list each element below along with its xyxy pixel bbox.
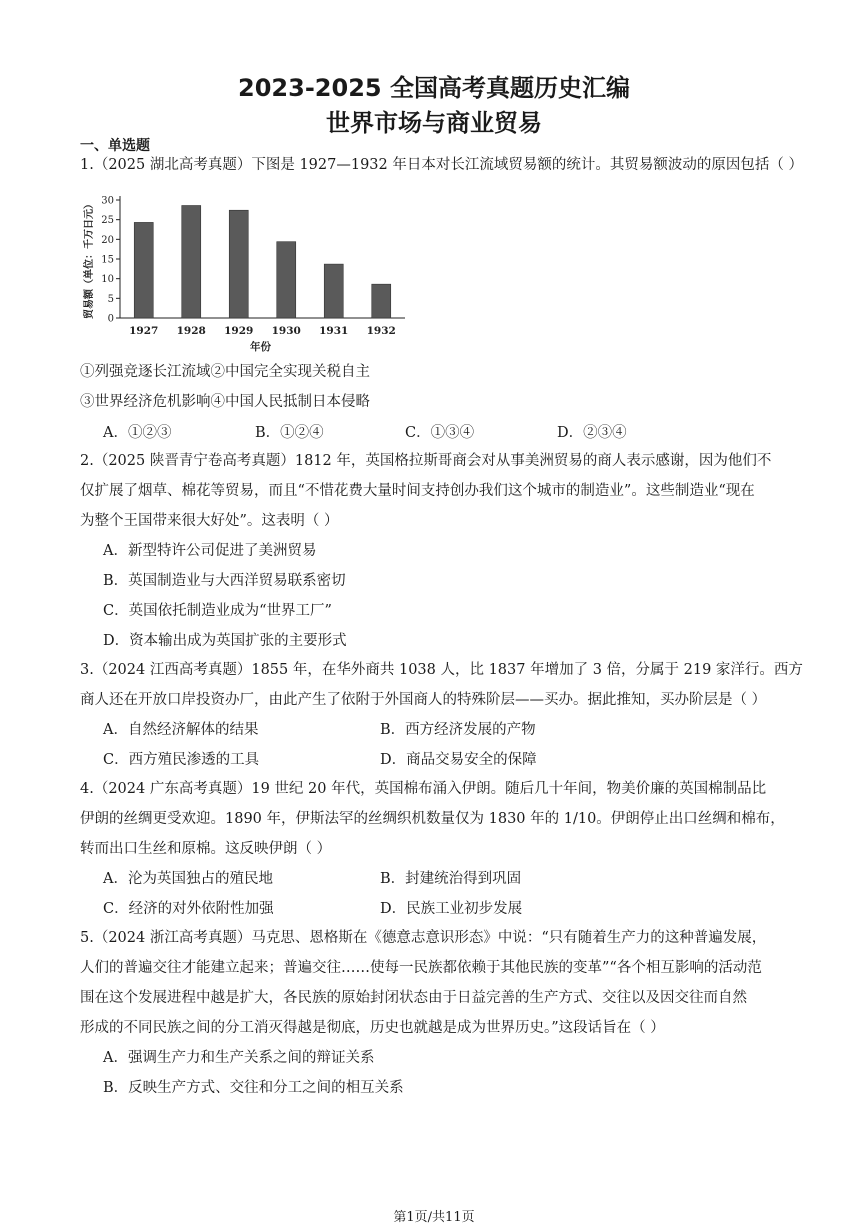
y-tick-label: 20: [101, 234, 114, 246]
x-tick-label: 1930: [271, 325, 301, 337]
y-tick-label: 5: [107, 293, 114, 305]
question-3-option-c: C．西方殖民渗透的工具: [103, 752, 260, 768]
question-3-option-d: D．商品交易安全的保障: [380, 752, 537, 768]
bar-1928: [182, 206, 201, 318]
question-2-option-c: C．英国依托制造业成为“世界工厂”: [103, 603, 332, 619]
y-axis-label: 贸易额（单位：千万日元）: [84, 199, 95, 319]
page-footer: 第1页/共11页: [393, 1210, 475, 1225]
question-2-line-1: 2.（2025 陕晋青宁卷高考真题）1812 年，英国格拉斯哥商会对从事美洲贸易的商人表示感谢，因为他们不: [80, 453, 772, 469]
question-1-option-d: D．②③④: [557, 425, 627, 441]
question-2-option-d: D．资本输出成为英国扩张的主要形式: [103, 633, 347, 649]
question-4-line-1: 4.（2024 广东高考真题）19 世纪 20 年代，英国棉布涌入伊朗。随后几十年间，物美价廉的英国棉制品比: [80, 781, 767, 797]
question-5-option-a: A．强调生产力和生产关系之间的辩证关系: [103, 1050, 375, 1066]
question-4-option-d: D．民族工业初步发展: [380, 901, 523, 917]
bar-1930: [277, 242, 296, 318]
question-1-option-b: B．①②④: [255, 425, 324, 441]
x-tick-label: 1927: [129, 325, 159, 337]
question-2-line-3: 为整个王国带来很大好处”。这表明（ ）: [80, 513, 339, 529]
question-4-option-a: A．沦为英国独占的殖民地: [103, 871, 273, 887]
question-1-item-a: ①列强竞逐长江流域②中国完全实现关税自主: [80, 364, 370, 380]
question-4-option-b: B．封建统治得到巩固: [380, 871, 522, 887]
bar-1932: [372, 284, 391, 318]
document-title: 2023-2025 全国高考真题历史汇编: [238, 74, 630, 102]
question-5-line-2: 人们的普遍交往才能建立起来；普遍交往……使每一民族都依赖于其他民族的变革”“各个相互影响的活动范: [80, 960, 762, 976]
y-tick-label: 10: [101, 274, 114, 286]
question-4-option-c: C．经济的对外依附性加强: [103, 901, 274, 917]
document-subtitle: 世界市场与商业贸易: [326, 109, 542, 137]
trade-bar-chart: [80, 190, 410, 356]
question-4-line-2: 伊朗的丝绸更受欢迎。1890 年，伊斯法罕的丝绸织机数量仅为 1830 年的 1/10。伊朗停止出口丝绸和棉布，: [80, 811, 785, 827]
question-3-option-b: B．西方经济发展的产物: [380, 722, 536, 738]
question-4-line-3: 转而出口生丝和原棉。这反映伊朗（ ）: [80, 841, 332, 857]
question-2-line-2: 仅扩展了烟草、棉花等贸易，而且“不惜花费大量时间支持创办我们这个城市的制造业”。这些制造业“现在: [80, 483, 755, 499]
question-2-option-b: B．英国制造业与大西洋贸易联系密切: [103, 573, 346, 589]
y-tick-label: 15: [101, 254, 114, 266]
section-heading: 一、单选题: [80, 138, 150, 154]
x-axis-label: 年份: [250, 341, 271, 353]
x-tick-label: 1929: [224, 325, 254, 337]
question-3-option-a: A．自然经济解体的结果: [103, 722, 259, 738]
question-5-line-3: 围在这个发展进程中越是扩大，各民族的原始封闭状态由于日益完善的生产方式、交往以及因交往而自然: [80, 990, 747, 1006]
question-3-line-1: 3.（2024 江西高考真题）1855 年，在华外商共 1038 人，比 1837 年增加了 3 倍，分属于 219 家洋行。西方: [80, 662, 803, 678]
question-5-line-1: 5.（2024 浙江高考真题）马克思、恩格斯在《德意志意识形态》中说：“只有随着生产力的这种普遍发展，: [80, 930, 767, 946]
question-5-option-b: B．反映生产方式、交往和分工之间的相互关系: [103, 1080, 404, 1096]
question-2-option-a: A．新型特许公司促进了美洲贸易: [103, 543, 317, 559]
x-tick-label: 1928: [176, 325, 206, 337]
x-tick-label: 1931: [319, 325, 349, 337]
question-1-stem: 1.（2025 湖北高考真题）下图是 1927—1932 年日本对长江流域贸易额的统计。其贸易额波动的原因包括（ ）: [80, 157, 803, 173]
y-tick-label: 0: [107, 313, 114, 325]
bar-1931: [324, 264, 343, 318]
question-1-option-c: C．①③④: [405, 425, 475, 441]
question-5-line-4: 形成的不同民族之间的分工消灭得越是彻底，历史也就越是成为世界历史。”这段话旨在（ ）: [80, 1020, 665, 1036]
question-3-line-2: 商人还在开放口岸投资办厂，由此产生了依附于外国商人的特殊阶层——买办。据此推知，买办阶层是（ ）: [80, 692, 767, 708]
question-1-option-a: A．①②③: [103, 425, 172, 441]
bar-1929: [229, 210, 248, 318]
x-tick-label: 1932: [366, 325, 396, 337]
bar-1927: [134, 222, 153, 318]
y-tick-label: 25: [101, 215, 114, 227]
question-1-item-b: ③世界经济危机影响④中国人民抵制日本侵略: [80, 394, 370, 410]
y-tick-label: 30: [101, 195, 114, 207]
